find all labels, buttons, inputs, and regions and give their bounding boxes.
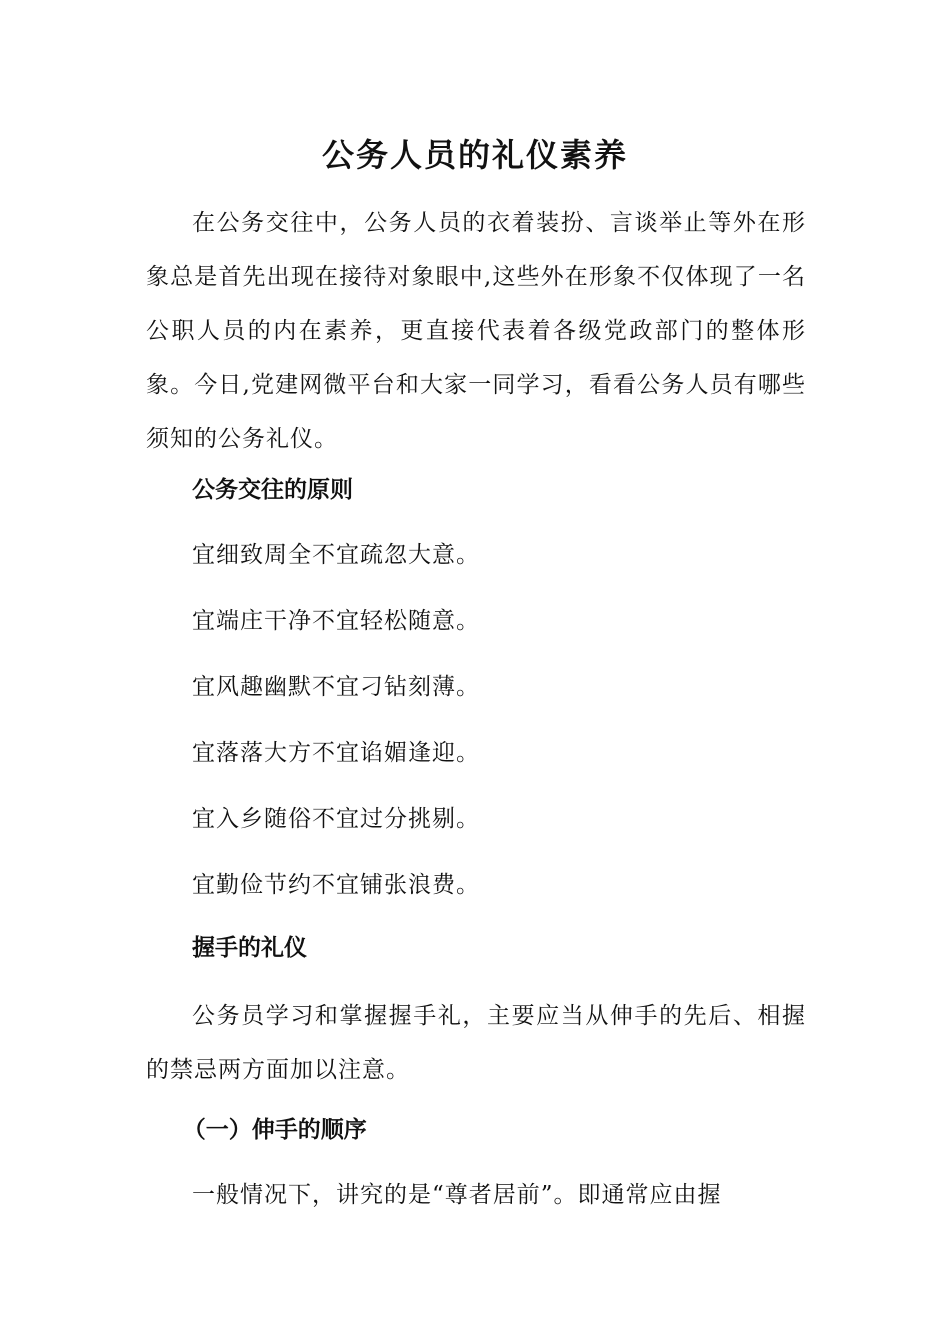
- last-paragraph: 一般情况下，讲究的是“尊者居前”。即通常应由握: [192, 1182, 722, 1208]
- handshake-paragraph: 公务员学习和掌握握手礼，主要应当从伸手的先后、相握的禁忌两方面加以注意。: [146, 1003, 806, 1083]
- intro-paragraph: 在公务交往中，公务人员的衣着装扮、言谈举止等外在形象总是首先出现在接待对象眼中,这些外在形象不仅体现了一名公职人员的内在素养，更直接代表着各级党政部门的整体形象。今日,党建网微平台和大家一同学习，看看公务人员有哪些须知的公务礼仪。: [146, 210, 806, 452]
- document-title: 公务人员的礼仪素养: [321, 136, 628, 174]
- principle-item: 宜端庄干净不宜轻松随意。: [192, 608, 480, 634]
- section-heading-principles: 公务交往的原则: [192, 476, 353, 503]
- principle-item: 宜入乡随俗不宜过分挑剔。: [192, 806, 480, 832]
- principle-item: 宜勤俭节约不宜铺张浪费。: [192, 872, 480, 898]
- principle-item: 宜落落大方不宜谄媚逢迎。: [192, 740, 480, 766]
- principle-item: 宜细致周全不宜疏忽大意。: [192, 542, 480, 568]
- section-heading-handshake: 握手的礼仪: [192, 934, 307, 961]
- principle-item: 宜风趣幽默不宜刁钻刻薄。: [192, 674, 480, 700]
- subsection-heading-order: （一）伸手的顺序: [182, 1116, 367, 1143]
